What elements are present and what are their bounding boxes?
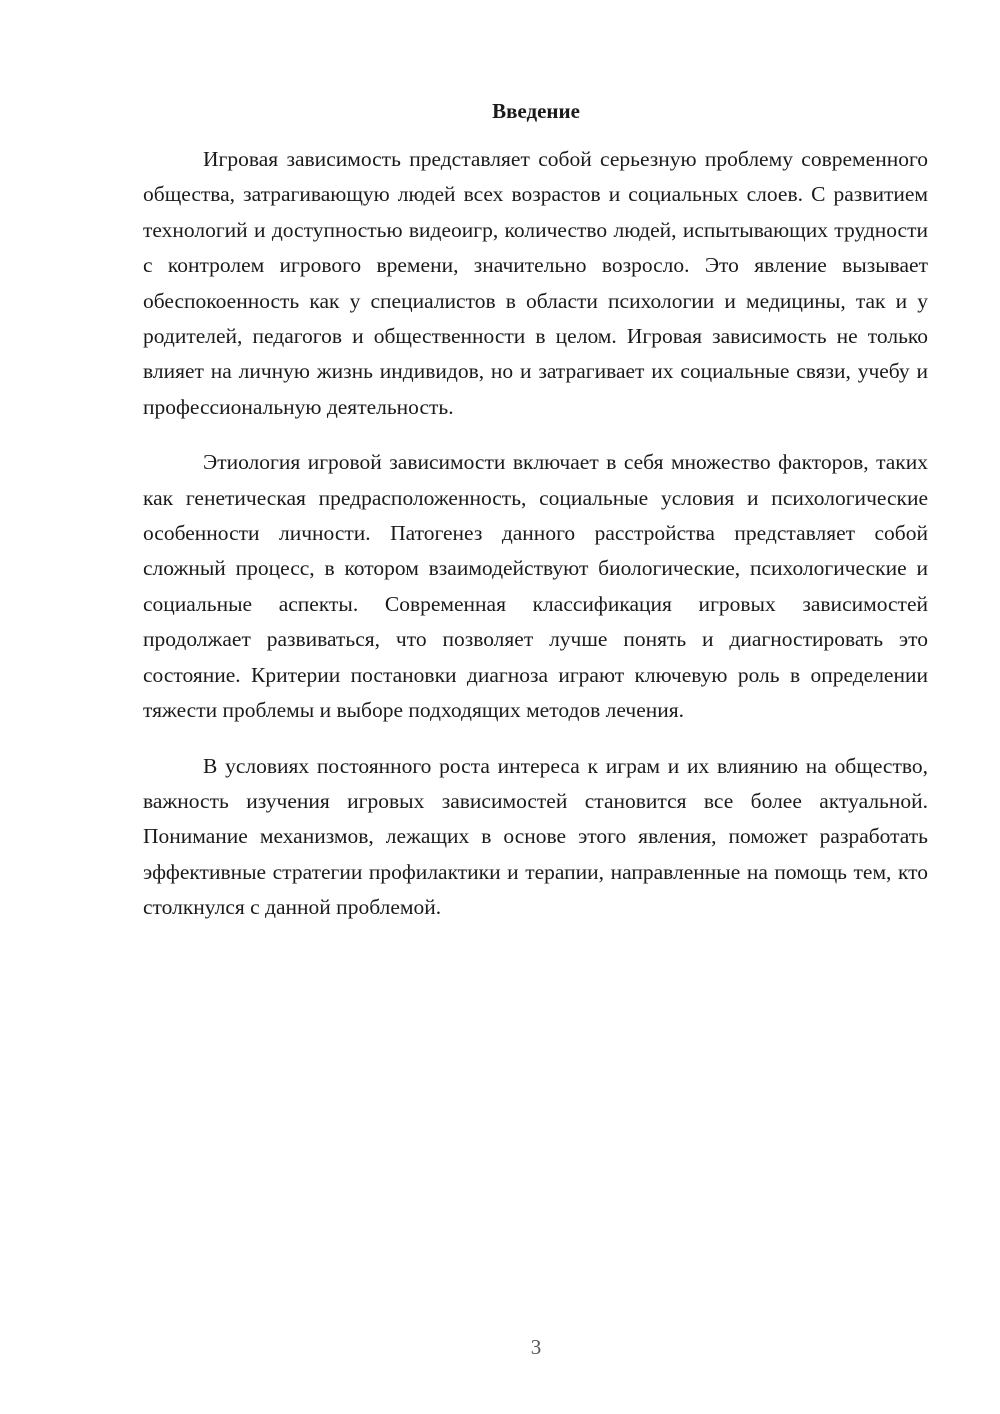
paragraph-1: Игровая зависимость представляет собой серьезную проблему современного общества, затрагивающую людей всех возрастов и социальных слоев. С развитием технологий и доступностью видеоигр, количество людей, испытывающих трудности с контролем игрового времени, значительно возросло. Это явление вызывает обеспокоенность как у специалистов в области психологии и медицины, так и у родителей, педагогов и общественности в целом. Игровая зависимость не только влияет на личную жизнь индивидов, но и затрагивает их социальные связи, учебу и профессиональную деятельность. bbox=[143, 147, 928, 419]
paragraph-3: В условиях постоянного роста интереса к играм и их влиянию на общество, важность изучения игровых зависимостей становится все более актуальной. Понимание механизмов, лежащих в основе этого явления, поможет разработать эффективные стратегии профилактики и терапии, направленные на помощь тем, кто столкнулся с данной проблемой. bbox=[143, 753, 928, 920]
document-body bbox=[143, 142, 928, 946]
page-number: 3 bbox=[530, 1335, 542, 1359]
page-title: Введение bbox=[492, 99, 580, 123]
paragraph-2: Этиология игровой зависимости включает в себя множество факторов, таких как генетическая предрасположенность, социальные условия и психологические особенности личности. Патогенез данного расстройства представляет собой сложный процесс, в котором взаимодействуют биологические, психологические и социальные аспекты. Современная классификация игровых зависимостей продолжает развиваться, что позволяет лучше понять и диагностировать это состояние. Критерии постановки диагноза играют ключевую роль в определении тяжести проблемы и выборе подходящих методов лечения. bbox=[143, 450, 928, 723]
